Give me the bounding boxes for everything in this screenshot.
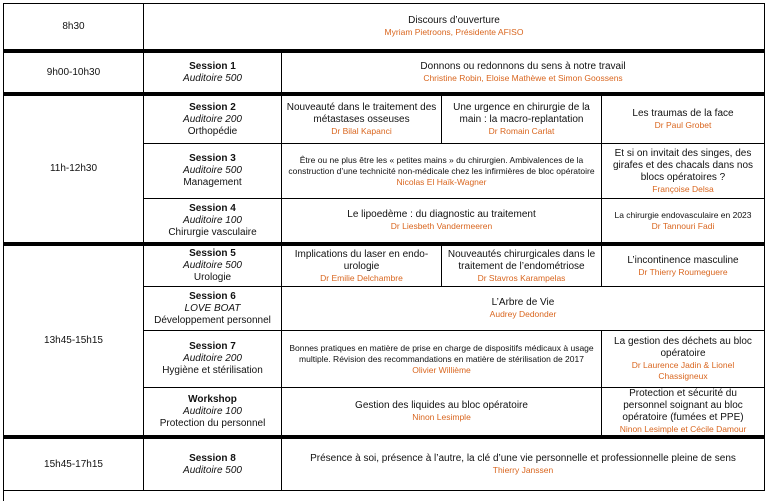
session-room: Auditoire 500 — [183, 165, 242, 176]
session-cell — [144, 144, 282, 199]
time-label: 8h30 — [62, 20, 85, 32]
talk-title: Les traumas de la face — [632, 108, 734, 119]
talk-title: La chirurgie endovasculaire en 2023 — [614, 209, 752, 220]
time-label: 11h-12h30 — [49, 163, 98, 174]
talk-title: Protection et sécurité du personnel soignant au bloc opératoire (fumées et PPE) — [622, 388, 744, 423]
talk-cell — [282, 144, 602, 199]
talk-title: Être ou ne plus être les « petites mains » du chirurgien. Ambivalences de la construction d’une technicité non-médicale chez les infirmières de bloc opératoire — [288, 154, 595, 176]
session-room: Auditoire 500 — [183, 464, 242, 476]
talk-cell — [602, 388, 765, 436]
session-room: LOVE BOAT — [184, 302, 241, 314]
session-room: Auditoire 200 — [183, 353, 242, 364]
session-name: Session 4 — [189, 202, 236, 214]
talk-speaker: Thierry Janssen — [492, 465, 554, 475]
talk-cell — [602, 199, 765, 243]
session-topic: Urologie — [193, 272, 232, 283]
talk-speaker: Dr Paul Grobet — [654, 120, 712, 130]
talk-title: La gestion des déchets au bloc opératoire — [614, 336, 752, 359]
talk-speaker: Dr Bilal Kapanci — [331, 126, 392, 136]
talk-title: Gestion des liquides au bloc opératoire — [355, 400, 528, 411]
talk-title: Discours d’ouverture — [408, 15, 500, 26]
talk-title: L’Arbre de Vie — [491, 297, 555, 308]
session-topic: Hygiène et stérilisation — [162, 365, 263, 376]
talk-speaker: Audrey Dedonder — [489, 309, 557, 319]
session-cell — [144, 93, 282, 144]
talk-cell — [602, 93, 765, 144]
session-cell — [144, 388, 282, 436]
talk-speaker: Dr Romain Carlat — [488, 126, 555, 136]
talk-cell — [282, 388, 602, 436]
talk-cell — [282, 436, 765, 491]
talk-title: Implications du laser en endo-urologie — [294, 248, 429, 272]
talk-title: L’incontinence masculine — [627, 254, 739, 266]
session-name: Workshop — [188, 393, 237, 405]
session-cell — [144, 436, 282, 491]
talk-speaker: Dr Laurence Jadin & Lionel Chassigneux — [631, 360, 735, 381]
talk-speaker: Olivier Willième — [412, 364, 471, 375]
talk-cell — [282, 243, 442, 287]
time-cell — [4, 4, 144, 50]
talk-title: Nouveauté dans le traitement des métastases osseuses — [286, 102, 437, 125]
session-cell — [144, 287, 282, 331]
session-name: Session 2 — [189, 101, 236, 113]
talk-title: Donnons ou redonnons du sens à notre travail — [420, 61, 626, 72]
talk-speaker: Ninon Lesimple et Cécile Damour — [619, 424, 747, 434]
session-room: Auditoire 100 — [183, 405, 242, 417]
talk-speaker: Nicolas El Haïk-Wagner — [396, 176, 487, 187]
session-name: Session 5 — [189, 248, 236, 259]
talk-title: Nouveautés chirurgicales dans le traitement de l’endométriose — [447, 248, 596, 272]
talk-title: Bonnes pratiques en matière de prise en charge de dispositifs médicaux à usage multiple. Révision des recommandations en matière de stérilisation de 2017 — [289, 342, 594, 364]
talk-speaker: Dr Thierry Roumeguere — [638, 266, 728, 277]
session-name: Session 6 — [189, 290, 236, 302]
program-table — [3, 3, 765, 501]
talk-speaker: Ninon Lesimple — [412, 412, 471, 422]
session-room: Auditoire 500 — [183, 72, 242, 84]
talk-speaker: Dr Liesbeth Vandermeeren — [390, 221, 493, 231]
session-name: Session 8 — [189, 452, 236, 464]
session-topic: Développement personnel — [154, 314, 271, 326]
session-name: Session 7 — [189, 341, 236, 352]
talk-cell — [442, 243, 602, 287]
talk-cell — [282, 50, 765, 93]
time-label: 9h00-10h30 — [46, 66, 101, 78]
talk-title: Une urgence en chirurgie de la main : la macro-replantation — [453, 102, 590, 125]
talk-title: Présence à soi, présence à l’autre, la clé d’une vie personnelle et professionnelle pleine de sens — [310, 453, 736, 464]
talk-cell — [282, 199, 602, 243]
talk-cell — [442, 93, 602, 144]
talk-title: Et si on invitait des singes, des girafes et des chacals dans nos blocs opératoires ? — [612, 147, 754, 183]
talk-cell — [282, 331, 602, 388]
time-cell — [4, 50, 144, 93]
talk-speaker: Françoise Delsa — [652, 183, 714, 194]
talk-speaker: Myriam Pietroons, Présidente AFISO — [384, 27, 524, 37]
time-cell — [4, 436, 144, 491]
talk-title: Le lipoedème : du diagnostic au traitement — [347, 209, 536, 220]
talk-cell — [602, 331, 765, 388]
session-cell — [144, 331, 282, 388]
talk-cell — [602, 144, 765, 199]
session-name: Session 1 — [189, 60, 236, 72]
talk-speaker: Dr Emilie Delchambre — [320, 272, 403, 283]
session-topic: Protection du personnel — [159, 417, 266, 429]
talk-cell — [602, 243, 765, 287]
session-topic: Chirurgie vasculaire — [168, 226, 257, 238]
time-label: 15h45-17h15 — [44, 458, 103, 470]
session-cell — [144, 199, 282, 243]
session-room: Auditoire 100 — [183, 214, 242, 226]
talk-speaker: Dr Stavros Karampelas — [477, 272, 566, 283]
opening-talk-cell — [144, 4, 765, 50]
talk-cell — [282, 287, 765, 331]
session-topic: Management — [183, 177, 242, 188]
session-cell — [144, 50, 282, 93]
talk-cell — [282, 93, 442, 144]
session-room: Auditoire 500 — [183, 260, 242, 271]
session-room: Auditoire 200 — [183, 113, 242, 125]
session-name: Session 3 — [189, 153, 236, 164]
time-cell — [4, 93, 144, 243]
talk-speaker: Christine Robin, Eloise Mathèwe et Simon Goossens — [423, 73, 623, 83]
session-cell — [144, 243, 282, 287]
session-topic: Orthopédie — [187, 125, 238, 137]
time-cell — [4, 243, 144, 436]
time-label: 13h45-15h15 — [44, 334, 103, 346]
talk-speaker: Dr Tannouri Fadi — [651, 220, 715, 231]
